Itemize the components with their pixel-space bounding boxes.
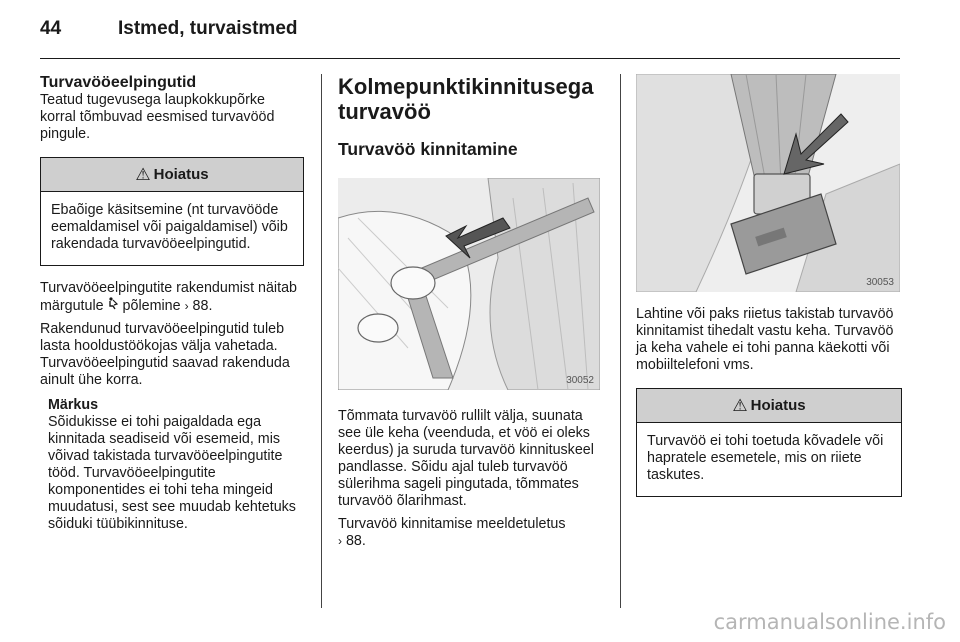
page-number: 44 [40,18,62,39]
warning-header [637,389,901,423]
watermark: carmanualsonline.info [713,610,946,634]
indicator-text-before: Turvavööeelpingutite rakendumist näitab märgutule [40,280,297,314]
reminder-paragraph [338,516,608,550]
header-divider [40,58,900,59]
warning-box [40,157,304,266]
column-middle [338,74,608,550]
column-right [636,74,902,497]
replacement-paragraph: Rakendunud turvavööeelpingutid tuleb lasta hooldustöökojas välja vahetada. Turvavööeelpingutid saavad rakenduda ainult ühe korra. [40,321,290,388]
buckle-illustration [636,74,900,292]
indicator-paragraph [40,280,304,315]
page-reference-link[interactable]: 88. [345,533,366,549]
column-left [40,74,304,533]
warning-box [636,388,902,497]
warning-triangle-icon: ⚠ [135,164,151,184]
column-divider-1 [321,74,322,608]
note-block [40,397,304,533]
subsection-title: Turvavöö kinnitamine [338,139,518,159]
section-title-pretensioners: Turvavööeelpingutid [40,74,197,91]
seatbelt-fastening-illustration [338,178,600,390]
note-title: Märkus [48,397,99,413]
page-title: Istmed, turvaistmed [118,18,298,39]
figure-id: 30053 [866,277,894,288]
indicator-text-after: põlemine [122,298,181,314]
fastening-paragraph: Tõmmata turvavöö rullilt välja, suunata see üle keha (veenduda, et vöö ei oleks keerdus) ja suruda turvavöö kinnituskeel pandlasse. Sõidu ajal tuleb turvavöö sülerihma sageli pingutada, tõmmates turvavöö õlarihmast. [338,408,594,509]
warning-header [41,158,303,192]
page-reference-icon: › [338,534,342,548]
warning-label: Hoiatus [750,397,806,414]
page-reference-icon: › [184,299,189,313]
intro-paragraph: Teatud tugevusega laupkokkupõrke korral tõmbuvad eesmised turvavööd pingule. [40,92,275,142]
warning-text: Ebaõige käsitsemine (nt turvavööde eemaldamisel või paigaldamisel) võib rakendada turvavööeelpingutid. [51,202,288,252]
warning-label: Hoiatus [153,166,209,183]
note-text: Sõidukisse ei tohi paigaldada ega kinnitada seadiseid või esemeid, mis võivad takistada turvavööeelpingutite tööd. Turvavööeelpingutite komponentides ei tohi teha mingeid muudatusi, sest see muudab kehtetuks sõiduki tüübikinnituse. [48,414,296,532]
figure-id: 30052 [566,375,594,386]
page-header [40,18,298,48]
airbag-icon [108,298,123,314]
column-divider-2 [620,74,621,608]
page-reference-link[interactable]: 88. [192,298,213,314]
warning-triangle-icon: ⚠ [732,395,748,415]
warning-text: Turvavöö ei tohi toetuda kõvadele või hapratele esemetele, mis on riiete taskutes. [647,433,884,483]
clothing-paragraph: Lahtine või paks riietus takistab turvavöö kinnitamist tihedalt vastu keha. Turvavöö ja keha vahele ei tohi panna käekotti või mobiiltelefoni vms. [636,306,894,373]
reminder-text: Turvavöö kinnitamise meeldetuletus [338,516,566,532]
chapter-title: Kolmepunktikinnitusega turvavöö [338,74,594,124]
